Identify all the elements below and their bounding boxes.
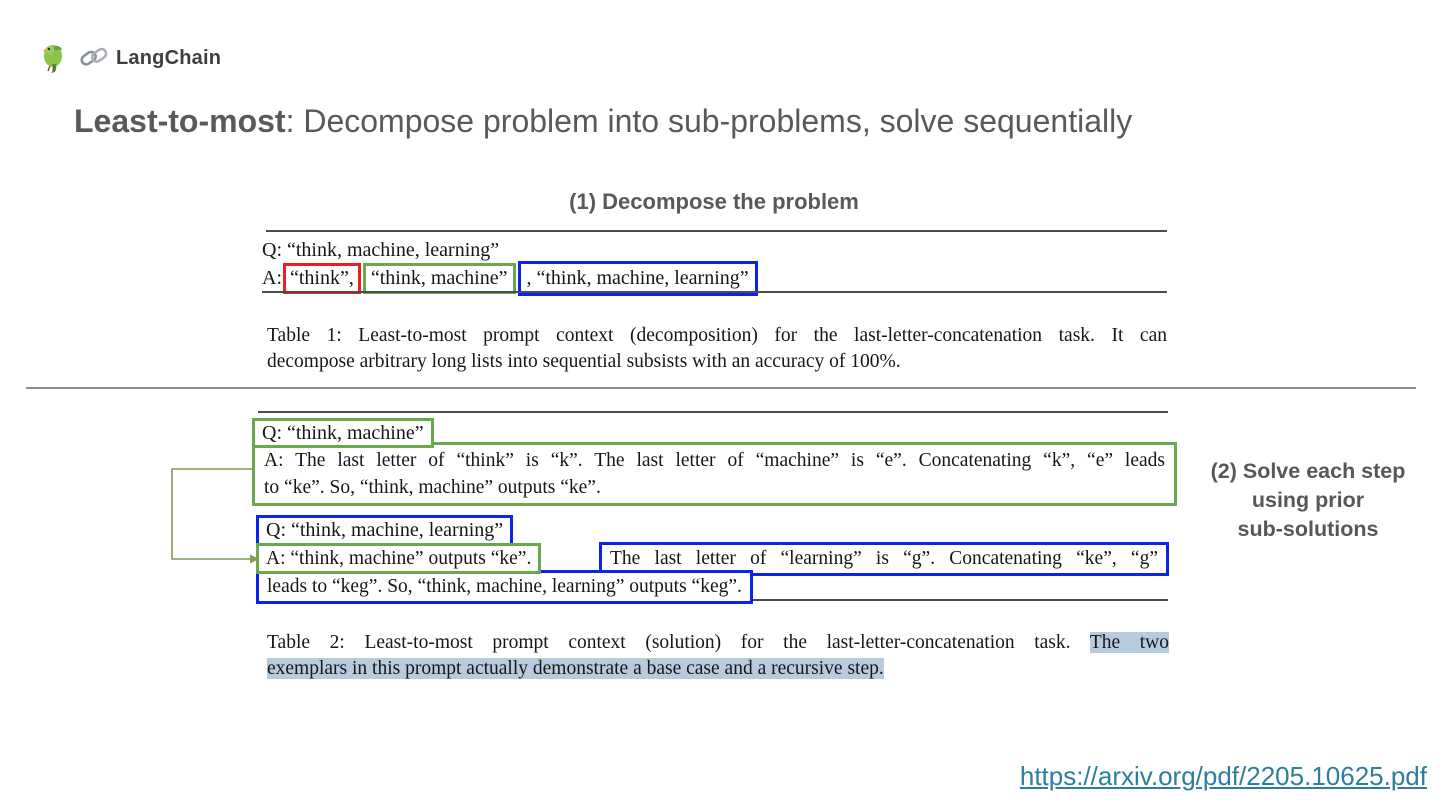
table2-caption-highlight1: The two [1089, 632, 1170, 653]
blue-box-think-machine-learning: , “think, machine, learning” [518, 261, 758, 296]
table2-caption [267, 630, 1169, 681]
table2-caption-line2 [267, 656, 1169, 682]
table1-bottom-rule [262, 291, 1167, 293]
base-case-line1: A: The last letter of “think” is “k”. The last letter of “machine” is “e”. Concatenating “k”, “e” leads [264, 450, 1165, 471]
table2-caption-plain: Table 2: Least-to-most prompt context (solution) for the last-letter-concatenation task. [267, 632, 1090, 653]
table1-top-rule [266, 230, 1167, 232]
slide-divider [26, 387, 1416, 389]
langchain-logo [38, 42, 221, 74]
green-box-prior-subsolution: A: “think, machine” outputs “ke”. [256, 543, 541, 574]
step1-heading: (1) Decompose the problem [569, 189, 859, 214]
table1-caption [267, 323, 1167, 375]
base-case-line2: to “ke”. So, “think, machine” outputs “ke”. [264, 477, 601, 498]
red-box-think: “think”, [283, 263, 361, 294]
blue-box-question-think-machine-learning: Q: “think, machine, learning” [256, 515, 513, 546]
slide-title-bold: Least-to-most [74, 103, 286, 139]
recursive-step-line1-text: The last letter of “learning” is “g”. Concatenating “ke”, “g” [610, 548, 1158, 569]
green-box-answer-base-case [252, 442, 1177, 506]
table1-caption-line1: Table 1: Least-to-most prompt context (decomposition) for the last-letter-concatenation task. It can [267, 325, 1167, 346]
table1-caption-line2: decompose arbitrary long lists into sequential subsists with an accuracy of 100%. [267, 351, 901, 372]
answer-prefix: A: [262, 267, 282, 289]
step2-heading [1182, 457, 1434, 544]
arxiv-link[interactable]: https://arxiv.org/pdf/2205.10625.pdf [1019, 761, 1427, 791]
table2-caption-line1 [267, 630, 1169, 656]
green-box-question-think-machine: Q: “think, machine” [252, 418, 434, 448]
slide-title [74, 103, 1132, 140]
parrot-icon [38, 42, 72, 74]
step2-heading-line2: using prior [1251, 488, 1365, 512]
step2-heading-line1: (2) Solve each step [1210, 459, 1406, 483]
chain-link-icon [79, 44, 109, 72]
slide-title-rest: : Decompose problem into sub-problems, solve sequentially [285, 103, 1133, 139]
table2-top-rule [258, 411, 1168, 413]
table2-caption-highlight2: exemplars in this prompt actually demonstrate a base case and a recursive step. [267, 657, 884, 679]
green-box-think-machine: “think, machine” [363, 263, 516, 294]
table1-question: Q: “think, machine, learning” [262, 239, 500, 261]
logo-label: LangChain [116, 46, 222, 69]
blue-box-recursive-step-line2: leads to “keg”. So, “think, machine, learning” outputs “keg”. [256, 570, 753, 604]
step2-heading-line3: sub-solutions [1237, 517, 1379, 541]
